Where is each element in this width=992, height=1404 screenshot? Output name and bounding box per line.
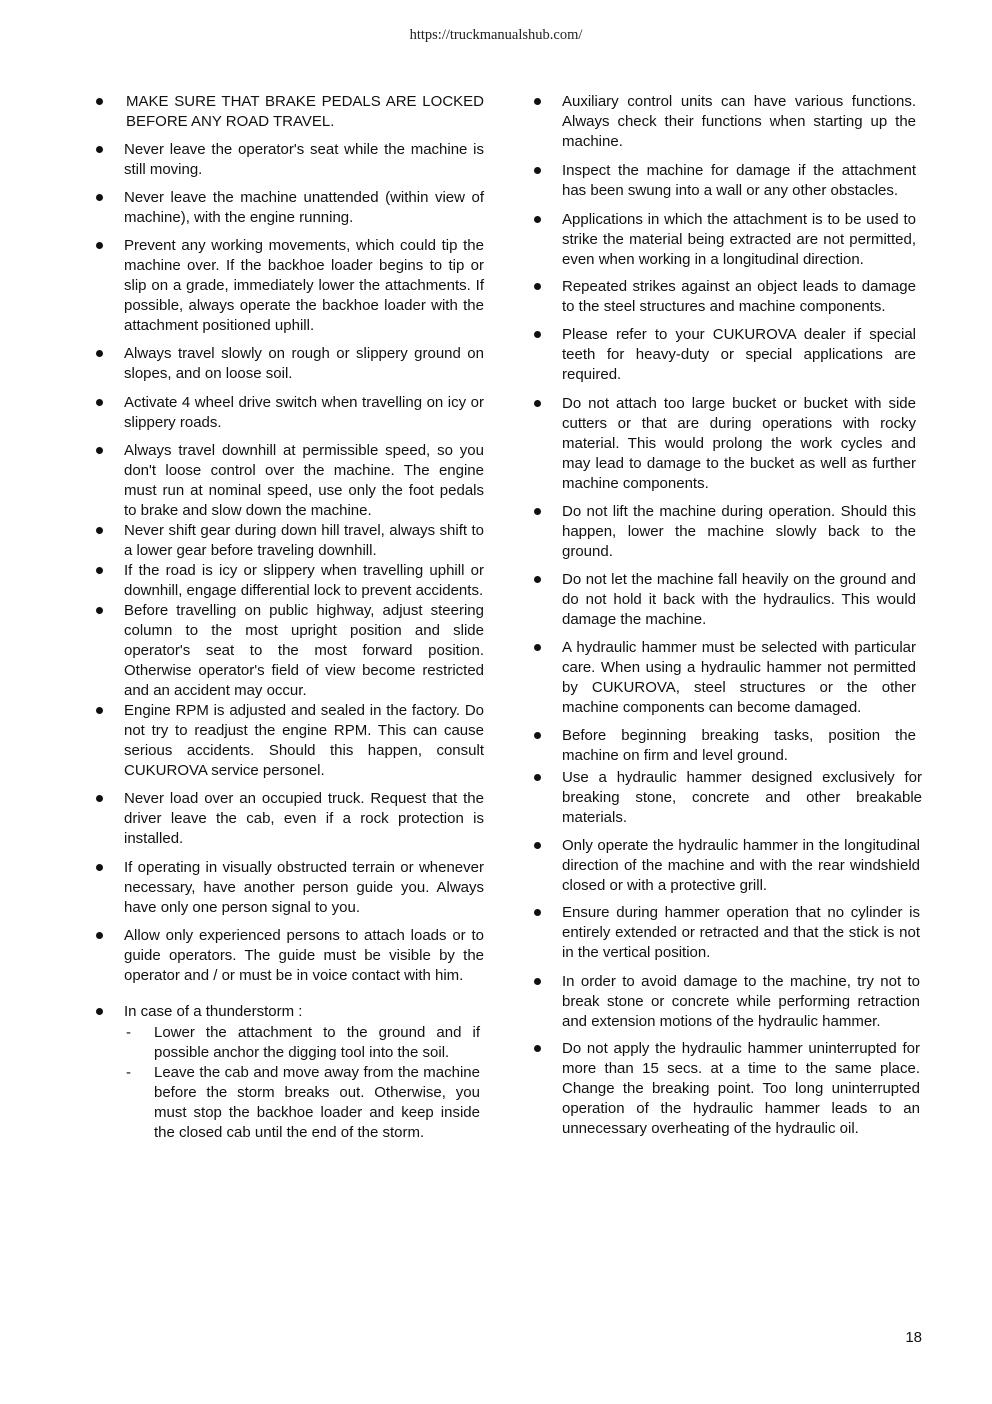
safety-item-text: Always travel slowly on rough or slippery ground on slopes, and on loose soil. — [124, 345, 484, 382]
bullet-icon — [534, 1045, 541, 1052]
bullet-icon — [534, 331, 541, 338]
bullet-icon — [534, 774, 541, 781]
safety-item-text: Do not apply the hydraulic hammer uninterrupted for more than 15 secs. at a time to the same place. Change the breaking point. Too long uninterrupted operation of the hydraulic hammer leads to an unnecessary overheating of the hydraulic oil. — [562, 1040, 920, 1137]
bullet-icon — [96, 350, 103, 357]
safety-item-text: Do not let the machine fall heavily on the ground and do not hold it back with the hydraulics. This would damage the machine. — [562, 571, 916, 628]
safety-item — [92, 188, 484, 228]
bullet-icon — [534, 167, 541, 174]
safety-item-text: Before beginning breaking tasks, position the machine on firm and level ground. — [562, 727, 916, 764]
bullet-icon — [534, 978, 541, 985]
bullet-icon — [534, 216, 541, 223]
safety-item — [92, 858, 484, 918]
bullet-icon — [96, 1008, 103, 1015]
safety-item — [530, 277, 916, 317]
sub-item-text: Lower the attachment to the ground and if possible anchor the digging tool into the soil. — [154, 1024, 480, 1061]
safety-item-text: Use a hydraulic hammer designed exclusively for breaking stone, concrete and other breakable materials. — [562, 769, 922, 826]
safety-item — [530, 1039, 920, 1139]
safety-item-text: Allow only experienced persons to attach loads or to guide operators. The guide must be visible by the operator and / or must be in voice contact with him. — [124, 927, 484, 984]
safety-item-text: If operating in visually obstructed terrain or whenever necessary, have another person guide you. Always have only one person signal to you. — [124, 859, 484, 916]
bullet-icon — [534, 508, 541, 515]
left-column — [92, 92, 484, 1143]
safety-item-thunderstorm — [92, 1002, 484, 1022]
bullet-icon — [96, 242, 103, 249]
bullet-icon — [534, 909, 541, 916]
bullet-icon — [534, 644, 541, 651]
safety-item — [530, 210, 916, 270]
safety-item — [530, 502, 916, 562]
safety-item-text: Ensure during hammer operation that no cylinder is entirely extended or retracted and that the stick is not in the vertical position. — [562, 904, 920, 961]
safety-item-text: In case of a thunderstorm : — [124, 1003, 303, 1020]
bullet-icon — [96, 864, 103, 871]
safety-item — [530, 161, 916, 201]
safety-item — [92, 601, 484, 701]
bullet-icon — [534, 283, 541, 290]
bullet-icon — [96, 447, 103, 454]
bullet-icon — [534, 842, 541, 849]
safety-item-text: Auxiliary control units can have various functions. Always check their functions when starting up the machine. — [562, 93, 916, 150]
bullet-icon — [534, 732, 541, 739]
safety-item — [530, 638, 916, 718]
safety-item-text: Do not attach too large bucket or bucket with side cutters or that are during operations with rocky material. This would prolong the work cycles and may lead to damage to the bucket as well as further machine components. — [562, 395, 916, 492]
dash-marker: - — [126, 1024, 131, 1041]
safety-item — [92, 701, 484, 781]
page-number: 18 — [905, 1329, 922, 1346]
safety-item-text: Before travelling on public highway, adjust steering column to the most upright position and slide operator's seat to the most forward position. Otherwise operator's field of view become restricted and an accident may occur. — [124, 602, 484, 699]
safety-item-text: Never shift gear during down hill travel, always shift to a lower gear before traveling downhill. — [124, 522, 484, 559]
safety-item-text: Always travel downhill at permissible speed, so you don't loose control over the machine. The engine must run at nominal speed, use only the foot pedals to brake and slow down the machine. — [124, 442, 484, 519]
safety-item — [530, 836, 920, 896]
safety-item-text: Do not lift the machine during operation. Should this happen, lower the machine slowly back to the ground. — [562, 503, 916, 560]
header-url: https://truckmanualshub.com/ — [409, 27, 583, 43]
bullet-icon — [534, 98, 541, 105]
safety-item-text: Prevent any working movements, which could tip the machine over. If the backhoe loader begins to tip or slip on a grade, immediately lower the attachments. If possible, always operate the backhoe loader with the attachment positioned uphill. — [124, 237, 484, 334]
safety-item — [92, 789, 484, 849]
bullet-icon — [96, 527, 103, 534]
sub-item — [124, 1023, 480, 1063]
safety-item — [92, 441, 484, 521]
bullet-icon — [96, 98, 103, 105]
safety-item-text: Never leave the operator's seat while the machine is still moving. — [124, 141, 484, 178]
safety-item — [92, 521, 484, 561]
bullet-icon — [96, 146, 103, 153]
bullet-icon — [96, 795, 103, 802]
bullet-icon — [534, 400, 541, 407]
safety-item-text: Repeated strikes against an object leads to damage to the steel structures and machine components. — [562, 278, 916, 315]
safety-item — [530, 726, 916, 766]
safety-item — [92, 926, 484, 986]
bullet-icon — [96, 194, 103, 201]
sub-item-text: Leave the cab and move away from the machine before the storm breaks out. Otherwise, you must stop the backhoe loader and keep inside the closed cab until the end of the storm. — [154, 1064, 480, 1141]
bullet-icon — [534, 576, 541, 583]
safety-item-text: A hydraulic hammer must be selected with particular care. When using a hydraulic hammer not permitted by CUKUROVA, steel structures or the other machine components can become damaged. — [562, 639, 916, 716]
safety-item-text: Only operate the hydraulic hammer in the longitudinal direction of the machine and with the rear windshield closed or with a protective grill. — [562, 837, 920, 894]
safety-item-text: If the road is icy or slippery when travelling uphill or downhill, engage differential lock to prevent accidents. — [124, 562, 484, 599]
bullet-icon — [96, 607, 103, 614]
safety-item — [92, 561, 484, 601]
safety-item — [92, 92, 484, 132]
safety-item — [92, 140, 484, 180]
sub-item — [124, 1063, 480, 1143]
safety-item-text: In order to avoid damage to the machine, try not to break stone or concrete while performing retraction and extension motions of the hydraulic hammer. — [562, 973, 920, 1030]
safety-item-text: Please refer to your CUKUROVA dealer if special teeth for heavy-duty or special applications are required. — [562, 326, 916, 383]
safety-item-text: Inspect the machine for damage if the attachment has been swung into a wall or any other obstacles. — [562, 162, 916, 199]
bullet-icon — [96, 567, 103, 574]
safety-item — [530, 394, 916, 494]
dash-marker: - — [126, 1064, 131, 1081]
safety-item — [530, 768, 922, 828]
safety-item — [530, 325, 916, 385]
safety-item — [92, 344, 484, 384]
safety-item — [92, 236, 484, 336]
safety-item-text: Never leave the machine unattended (within view of machine), with the engine running. — [124, 189, 484, 226]
bullet-icon — [96, 932, 103, 939]
safety-item-text: Never load over an occupied truck. Request that the driver leave the cab, even if a rock protection is installed. — [124, 790, 484, 847]
safety-item-text: Engine RPM is adjusted and sealed in the factory. Do not try to readjust the engine RPM. This can cause serious accidents. Should this happen, consult CUKUROVA service personel. — [124, 702, 484, 779]
bullet-icon — [96, 707, 103, 714]
right-column — [530, 92, 922, 1139]
thunderstorm-sublist — [92, 1023, 480, 1143]
safety-item — [530, 972, 920, 1032]
safety-item — [530, 92, 916, 152]
safety-item-text: MAKE SURE THAT BRAKE PEDALS ARE LOCKED BEFORE ANY ROAD TRAVEL. — [126, 93, 484, 130]
safety-item — [530, 903, 920, 963]
safety-item-text: Applications in which the attachment is to be used to strike the material being extracted are not permitted, even when working in a longitudinal direction. — [562, 211, 916, 268]
safety-item — [530, 570, 916, 630]
safety-item — [92, 393, 484, 433]
bullet-icon — [96, 399, 103, 406]
safety-item-text: Activate 4 wheel drive switch when travelling on icy or slippery roads. — [124, 394, 484, 431]
